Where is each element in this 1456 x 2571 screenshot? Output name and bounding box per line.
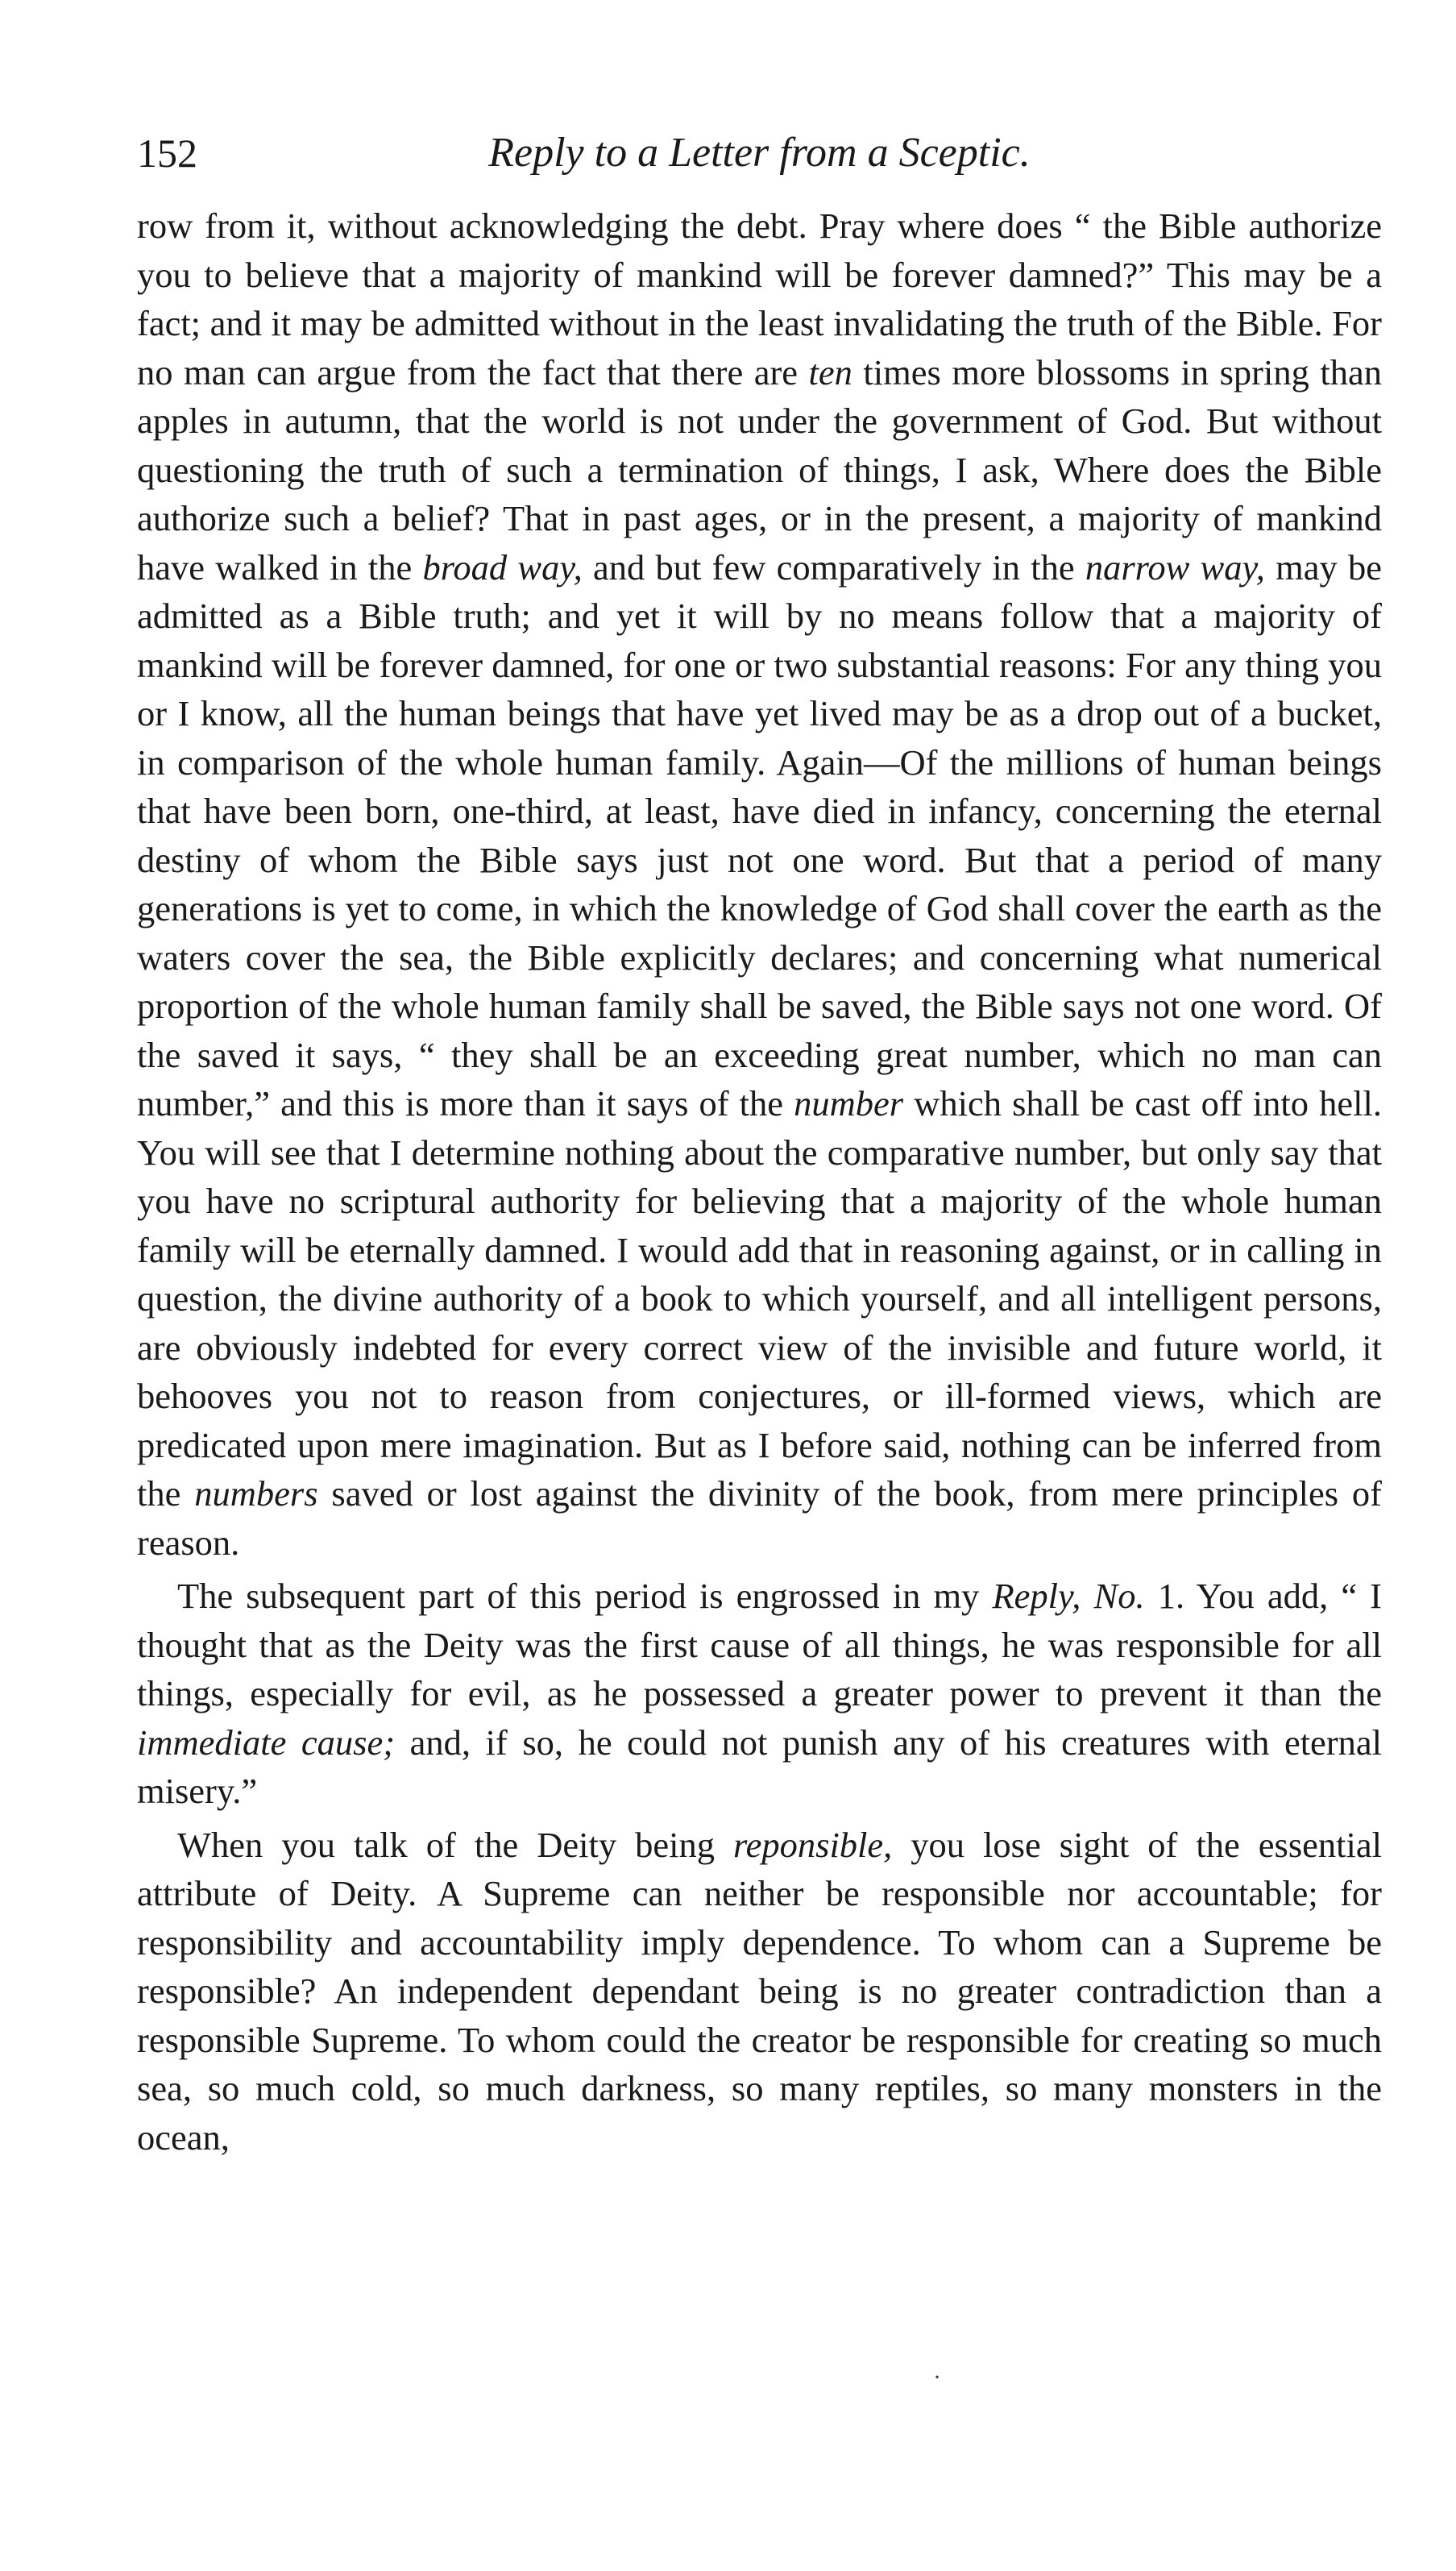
text-run: The subsequent part of this period is engrossed in my <box>177 1576 993 1616</box>
italic-text: narrow way, <box>1085 546 1265 588</box>
body-text <box>137 201 1382 2162</box>
italic-text: reponsible, <box>732 1824 893 1865</box>
text-run: may be admitted as a Bible truth; and yet it will by no means follow that a majority of mankind will be forever damned, for one or two substantial reasons: For any thing you or I know, all the human beings that have yet lived may be as a drop out of a bucket, in comparison of the whole human family. Again—Of the millions of human beings that have been born, one-third, at least, have died in infancy, concerning the eternal destiny of whom the Bible says just not one word. But that a period of many generations is yet to come, in which the knowledge of God shall cover the earth as the waters cover the sea, the Bible explicitly declares; and concerning what numerical proportion of the whole human family shall be saved, the Bible says not one word. Of the saved it says, “ they shall be an exceeding great number, which no man can number,” and this is more than it says of the <box>137 546 1382 1124</box>
paragraph <box>137 1821 1382 2162</box>
page-header <box>137 121 1382 185</box>
text-run: and, if so, he could not punish any of his creatures with eternal misery.” <box>137 1722 1382 1811</box>
italic-text: Reply, No. <box>992 1576 1145 1616</box>
text-run: and but few comparatively in the <box>582 546 1085 588</box>
italic-text: numbers <box>194 1473 318 1514</box>
paragraph <box>137 201 1382 1567</box>
running-title: Reply to a Letter from a Sceptic. <box>488 130 1031 176</box>
italic-text: immediate cause; <box>137 1722 396 1763</box>
text-run: times more blossoms in spring than apples in autumn, that the world is not under the government of God. But without questioning the truth of such a termination of things, I ask, Where does the Bible authorize such a belief? That in past ages, or in the present, a majority of mankind have walked in the <box>137 351 1382 588</box>
italic-text: ten <box>808 351 852 393</box>
text-run: When you talk of the Deity being <box>177 1824 733 1865</box>
italic-text: broad way, <box>422 546 583 588</box>
text-run: you lose sight of the essential attribute of Deity. A Supreme can neither be responsible nor accountable; for responsibility and accountability imply dependence. To whom can a Supreme be responsible? An independent dependant being is no greater contradiction than a responsible Supreme. To whom could the creator be responsible for creating so much sea, so much cold, so much darkness, so many reptiles, so many monsters in the ocean, <box>137 1824 1382 2158</box>
text-run: which shall be cast off into hell. You will see that I determine nothing about the comparative number, but only say that you have no scriptural authority for believing that a majority of the whole human family will be eternally damned. I would add that in reasoning against, or in calling in question, the divine authority of a book to which yourself, and all intelligent persons, are obviously indebted for every correct view of the invisible and future world, it behooves you not to reason from conjectures, or ill-formed views, which are predicated upon mere imagination. But as I before said, nothing can be inferred from the <box>137 1083 1382 1514</box>
stray-ink-mark: · <box>933 2364 941 2390</box>
paragraph <box>137 1572 1382 1816</box>
italic-text: number <box>794 1083 904 1124</box>
page-number: 152 <box>137 131 197 176</box>
text-run: 1. You add, “ I thought that as the Deity was the first cause of all things, he was responsible for all things, especially for evil, as he possessed a greater power to prevent it than the <box>137 1576 1383 1713</box>
text-run: saved or lost against the divinity of the book, from mere principles of reason. <box>137 1473 1382 1563</box>
text-run: row from it, without acknowledging the debt. Pray where does “ the Bible authorize you to believe that a majority of mankind will be forever damned?” This may be a fact; and it may be admitted without in the least invalidating the truth of the Bible. For no man can argue from the fact that there are <box>137 206 1382 393</box>
